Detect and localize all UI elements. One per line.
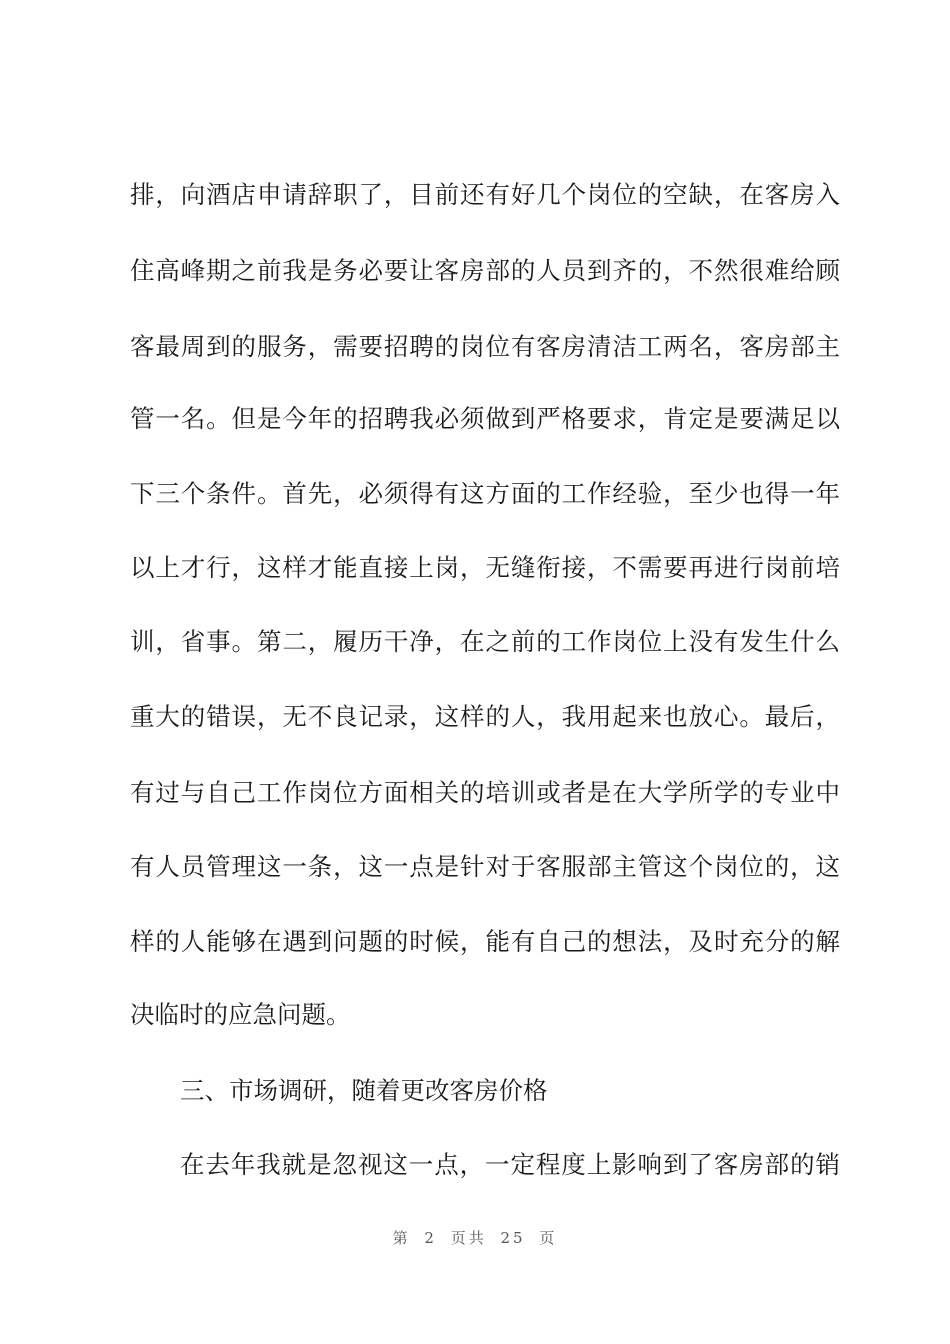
body-text-line: 重大的错误，无不良记录，这样的人，我用起来也放心。最后，: [130, 702, 840, 731]
body-text-line: 下三个条件。首先，必须得有这方面的工作经验，至少也得一年: [130, 479, 840, 508]
body-text-line: 有过与自己工作岗位方面相关的培训或者是在大学所学的专业中: [130, 778, 840, 807]
page-number-footer: 第 2 页共 25 页: [392, 1229, 558, 1247]
body-text-line: 排，向酒店申请辞职了，目前还有好几个岗位的空缺，在客房入: [130, 180, 840, 209]
body-text-line: 客最周到的服务，需要招聘的岗位有客房清洁工两名，客房部主: [130, 332, 840, 361]
body-text-line: 样的人能够在遇到问题的时候，能有自己的想法，及时充分的解: [130, 927, 840, 956]
section-heading: 三、市场调研，随着更改客房价格: [180, 1076, 548, 1105]
body-text-line: 训，省事。第二，履历干净，在之前的工作岗位上没有发生什么: [130, 627, 840, 656]
body-text-line: 在去年我就是忽视这一点，一定程度上影响到了客房部的销: [180, 1150, 840, 1179]
body-text-line: 决临时的应急问题。: [130, 1000, 351, 1029]
body-text-line: 管一名。但是今年的招聘我必须做到严格要求，肯定是要满足以: [130, 404, 840, 433]
body-text-line: 以上才行，这样才能直接上岗，无缝衔接，不需要再进行岗前培: [130, 553, 840, 582]
body-text-line: 有人员管理这一条，这一点是针对于客服部主管这个岗位的，这: [130, 852, 840, 881]
body-text-line: 住高峰期之前我是务必要让客房部的人员到齐的，不然很难给顾: [130, 256, 840, 285]
